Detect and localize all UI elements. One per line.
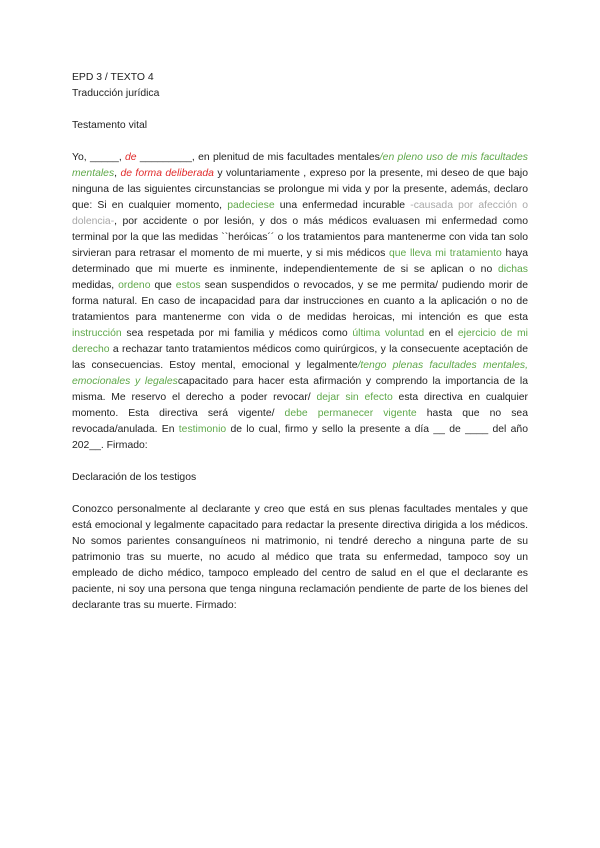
green-annotation: padeciese <box>227 200 275 211</box>
green-annotation: /en pleno uso de mis facultades mentales <box>72 152 529 179</box>
paragraph-text-run: sean suspendidos o revocados, y se me permita/ pudiendo morir de forma natural. En caso de incapacidad para dar instrucciones en cuanto a la aplicación o no de tratamientos para mantenerme con vida o de medidas heroicas, mi intención es que esta <box>72 280 528 323</box>
green-annotation: dichas <box>497 264 528 275</box>
green-annotation: debe permanecer vigente <box>284 408 417 419</box>
document-body <box>72 70 528 614</box>
paragraph-text-run: sea respetada por mi familia y médicos como <box>121 328 353 339</box>
green-annotation: instrucción <box>72 328 122 339</box>
paragraph-text-run: que <box>150 280 176 291</box>
green-annotation: última voluntad <box>352 328 425 339</box>
spacer <box>72 102 528 118</box>
paragraph-text-run: , <box>114 168 121 179</box>
gray-annotation: -causada por afección o dolencia- <box>72 200 528 227</box>
spacer <box>72 134 528 150</box>
green-annotation: que lleva mi tratamiento <box>389 248 502 259</box>
green-annotation: dejar sin efecto <box>316 392 393 403</box>
paragraph-testamento <box>72 150 528 454</box>
header-line-2: Traducción jurídica <box>72 88 160 99</box>
paragraph-text-run: esta directiva en cualquier momento. Esta directiva será vigente/ <box>72 392 529 419</box>
red-annotation: de <box>125 152 137 163</box>
green-annotation: /tengo plenas facultades mentales, emocionales y legales <box>72 360 528 387</box>
section-title-testamento: Testamento vital <box>72 120 148 131</box>
paragraph-text-run: a rechazar tanto tratamientos médicos como quirúrgicos, y la consecuente aceptación de las consecuencias. Estoy mental, emocional y legalmente <box>72 344 528 371</box>
paragraph-text-run: medidas, <box>72 280 119 291</box>
paragraph-text-run: una enfermedad incurable <box>274 200 411 211</box>
paragraph-text-run: Yo, _____, <box>72 152 126 163</box>
paragraph-text-run: haya determinado que mi muerte es inminente, independientemente de si se aplican o no <box>72 248 529 275</box>
header-line-1: EPD 3 / TEXTO 4 <box>72 72 154 83</box>
paragraph-text-run: , por accidente o por lesión, y dos o más médicos evaluasen mi enfermedad como terminal por la que las medidas ``heróicas´´ o los tratamientos para mantenerme con vida tan solo sirvieran para retrasar el momento de mi muerte, y si mis médicos <box>72 216 528 259</box>
paragraph-testigos: Conozco personalmente al declarante y creo que está en sus plenas facultades mentales y que está emocional y legalmente capacitado para redactar la presente directiva dirigida a los médicos. No somos parientes consanguíneos ni matrimonio, ni tendré derecho a ninguna parte de su patrimonio tras su muerte, no acudo al médico que trata su enfermedad, tampoco soy un empleado de dicho médico, tampoco empleado del centro de salud en el que el declarante es paciente, ni soy una persona que tenga ninguna reclamación pendiente de parte de los bienes del declarante tras su muerte. Firmado: <box>72 504 528 611</box>
paragraph-text-run: y voluntariamente , expreso por la presente, mi deseo de que bajo ninguna de las siguientes circunstancias se prolongue mi vida y por la presente, además, declaro que: Si en cualquier momento, <box>72 168 529 211</box>
green-annotation: ejercicio de mi derecho <box>72 328 528 355</box>
paragraph-text-run: en el <box>424 328 458 339</box>
paragraph-text-run: _________, en plenitud de mis facultades mentales <box>136 152 380 163</box>
spacer <box>72 454 528 470</box>
spacer <box>72 486 528 502</box>
paragraph-text-run: capacitado para hacer esta afirmación y comprendo la importancia de la misma. Me reservo el derecho a poder revocar/ <box>72 376 528 403</box>
green-annotation: ordeno <box>118 280 151 291</box>
green-annotation: estos <box>175 280 201 291</box>
section-title-testigos: Declaración de los testigos <box>72 472 197 483</box>
paragraph-text-run: hasta que no sea revocada/anulada. En <box>72 408 528 435</box>
green-annotation: testimonio <box>178 424 227 435</box>
red-annotation: de forma deliberada <box>120 168 214 179</box>
paragraph-text-run: de lo cual, firmo y sello la presente a día __ de ____ del año 202__. Firmado: <box>72 424 528 451</box>
